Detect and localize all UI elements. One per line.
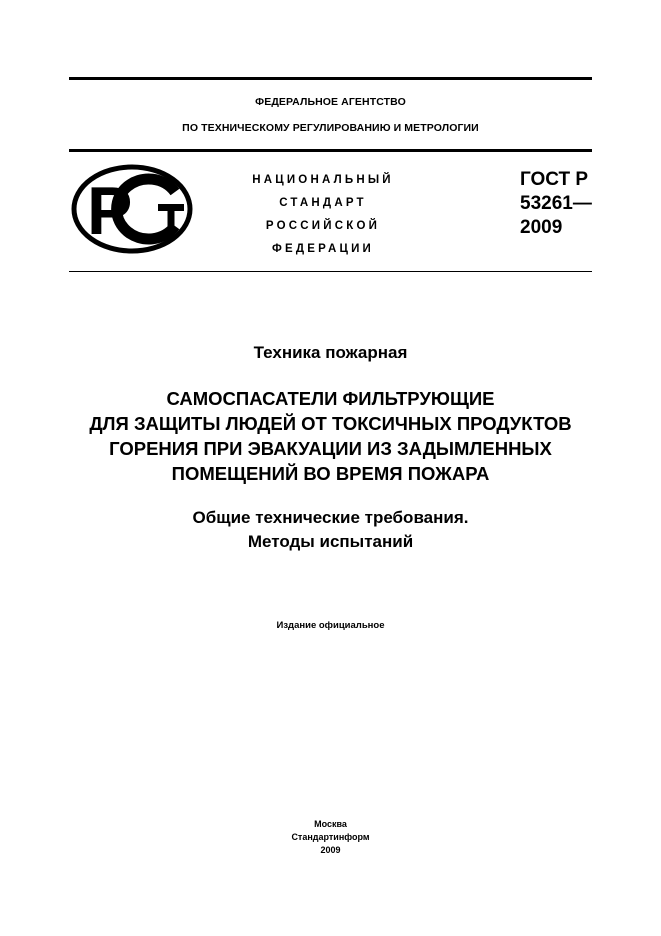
rst-certification-mark-icon bbox=[71, 164, 193, 254]
national-line: ФЕДЕРАЦИИ bbox=[271, 243, 375, 255]
gost-line: ГОСТ Р bbox=[520, 169, 589, 190]
imprint-publisher: Стандартинформ bbox=[291, 832, 370, 842]
edition-label: Издание официальное bbox=[276, 620, 385, 631]
national-line: РОССИЙСКОЙ bbox=[265, 220, 381, 232]
gost-designation bbox=[520, 168, 620, 240]
imprint bbox=[40, 818, 621, 857]
gost-line: 2009 bbox=[520, 217, 563, 238]
title-line: ДЛЯ ЗАЩИТЫ ЛЮДЕЙ ОТ ТОКСИЧНЫХ ПРОДУКТОВ bbox=[89, 413, 572, 434]
imprint-year: 2009 bbox=[320, 845, 341, 855]
subtitle-line: Методы испытаний bbox=[247, 532, 414, 551]
agency-line-1: ФЕДЕРАЛЬНОЕ АГЕНТСТВО bbox=[255, 96, 406, 108]
title-line: САМОСПАСАТЕЛИ ФИЛЬТРУЮЩИЕ bbox=[166, 388, 495, 409]
subtitle-line: Общие технические требования. bbox=[192, 508, 469, 527]
agency-line-2: ПО ТЕХНИЧЕСКОМУ РЕГУЛИРОВАНИЮ И МЕТРОЛОГИИ bbox=[182, 122, 479, 134]
title-line: ГОРЕНИЯ ПРИ ЭВАКУАЦИИ ИЗ ЗАДЫМЛЕННЫХ bbox=[109, 438, 552, 459]
header-rule bbox=[69, 149, 592, 152]
block-divider bbox=[69, 271, 592, 272]
svg-text:Р: Р bbox=[87, 173, 133, 249]
title-line: ПОМЕЩЕНИЙ ВО ВРЕМЯ ПОЖАРА bbox=[171, 463, 490, 484]
document-title bbox=[40, 386, 621, 486]
gost-line: 53261— bbox=[520, 193, 592, 214]
document-subject: Техника пожарная bbox=[253, 343, 408, 362]
national-line: НАЦИОНАЛЬНЫЙ bbox=[252, 174, 394, 186]
national-line: СТАНДАРТ bbox=[279, 197, 367, 209]
document-subtitle bbox=[40, 506, 621, 554]
imprint-city: Москва bbox=[314, 819, 347, 829]
national-standard-label bbox=[214, 169, 432, 261]
top-rule bbox=[69, 77, 592, 80]
